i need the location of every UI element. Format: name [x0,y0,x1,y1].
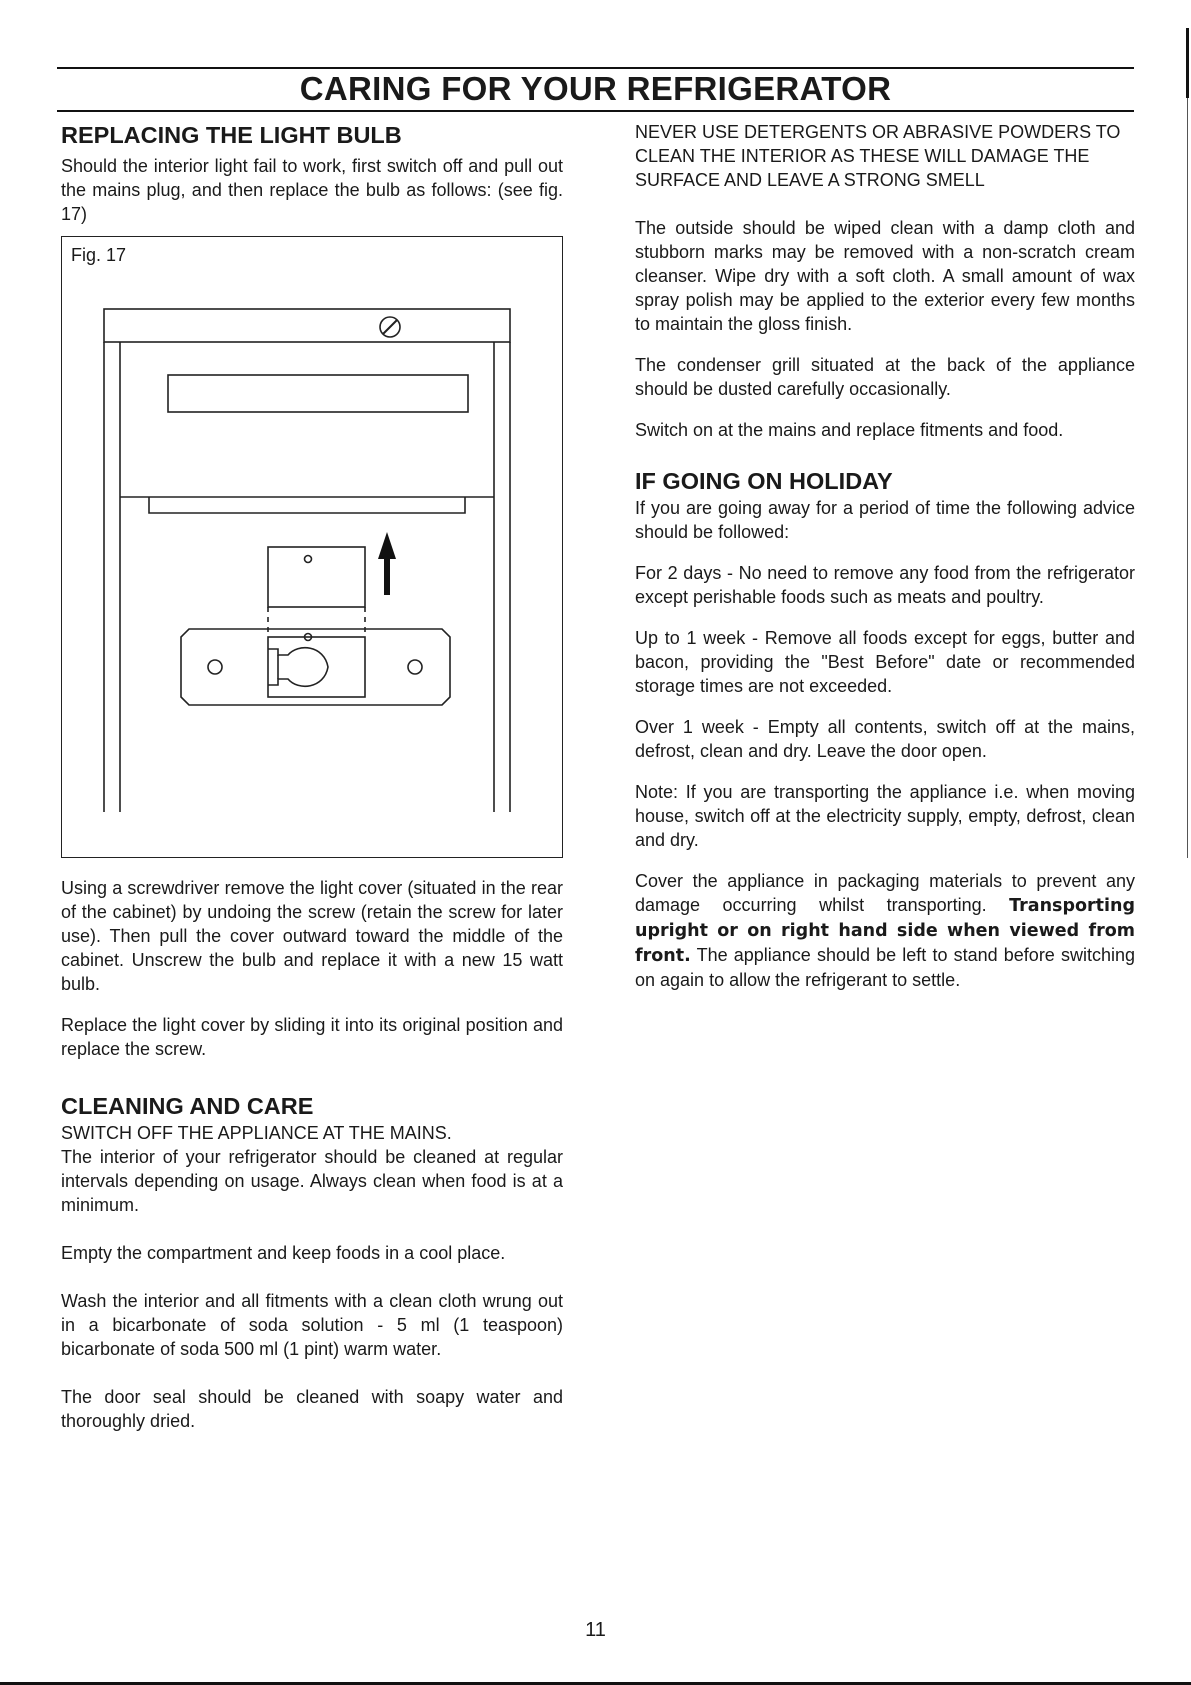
right-column [635,120,1135,992]
left-column [61,120,563,1433]
light-bulb-step-2: Replace the light cover by sliding it into its original position and replace the screw. [61,1015,563,1059]
cleaning-p4: The door seal should be cleaned with soapy water and thoroughly dried. [61,1387,563,1431]
bulb-outline [268,648,328,687]
scan-edge-line [1187,98,1188,858]
page-number: 11 [585,1619,606,1641]
light-cover-diagram [62,237,562,857]
holiday-transport-note: Note: If you are transporting the appliance i.e. when moving house, switch off at the electricity supply, empty, defrost, clean and dry. [635,782,1135,850]
switch-on-note: Switch on at the mains and replace fitments and food. [635,420,1064,440]
holiday-over-1-week: Over 1 week - Empty all contents, switch off at the mains, defrost, clean and dry. Leave the door open. [635,717,1135,761]
shelf-lip [149,497,465,513]
screw-slot [383,320,397,334]
figure-17 [61,236,563,858]
figure-label: Fig. 17 [71,245,127,265]
control-panel-slot [168,375,468,412]
detergent-warning: NEVER USE DETERGENTS OR ABRASIVE POWDERS TO CLEAN THE INTERIOR AS THESE WILL DAMAGE THE SURFACE AND LEAVE A STRONG SMELL [635,122,1121,190]
section-heading-cleaning: CLEANING AND CARE [61,1093,314,1119]
header-bottom-rule [57,110,1134,112]
page-title: CARING FOR YOUR REFRIGERATOR [299,70,892,107]
housing-hole-right [408,660,422,674]
arrow-up-icon [378,532,396,595]
cleaning-p1: The interior of your refrigerator should be cleaned at regular intervals depending on usage. Always clean when food is at a minimum. [61,1147,563,1215]
packaging-text-end: The appliance should be left to stand before switching on again to allow the refrigerant to settle. [635,945,1135,990]
holiday-intro: If you are going away for a period of time the following advice should be followed: [635,498,1135,542]
condenser-grill: The condenser grill situated at the back of the appliance should be dusted carefully occasionally. [635,355,1135,399]
section-heading-light-bulb: REPLACING THE LIGHT BULB [61,122,402,148]
cover-screw-hole [305,556,312,563]
cleaning-p3: Wash the interior and all fitments with a clean cloth wrung out in a bicarbonate of soda solution - 5 ml (1 teaspoon) bicarbonate of soda 500 ml (1 pint) warm water. [61,1291,563,1359]
outside-cleaning: The outside should be wiped clean with a damp cloth and stubborn marks may be removed with a non-scratch cream cleanser. Wipe dry with a soft cloth. A small amount of wax spray polish may be applied to the exterior every few months to maintain the gloss finish. [635,218,1135,334]
packaging-text-start: Cover the appliance in packaging materials to prevent any damage occurring whilst transporting. [635,871,1135,915]
transport-orientation-warning: Transporting upright or on right hand side when viewed from front. [635,896,1135,966]
cleaning-switch-off: SWITCH OFF THE APPLIANCE AT THE MAINS. [61,1123,452,1143]
housing-hole-left [208,660,222,674]
light-cover [268,547,365,607]
section-heading-holiday: IF GOING ON HOLIDAY [635,468,893,494]
light-bulb-intro: Should the interior light fail to work, first switch off and pull out the mains plug, and then replace the bulb as follows: (see fig. 17) [61,156,563,224]
bulb-window [268,637,365,697]
holiday-2-days: For 2 days - No need to remove any food from the refrigerator except perishable foods such as meats and poultry. [635,563,1135,607]
cabinet-top-panel [104,309,510,342]
holiday-packaging [635,869,1135,992]
holiday-1-week: Up to 1 week - Remove all foods except for eggs, butter and bacon, providing the "Best Before" date or recommended storage times are not exceeded. [635,628,1135,696]
cleaning-p2: Empty the compartment and keep foods in a cool place. [61,1243,506,1263]
light-bulb-step-1: Using a screwdriver remove the light cover (situated in the rear of the cabinet) by undoing the screw (retain the screw for later use). Then pull the cover outward toward the middle of the cabinet. Unscrew the bulb and replace it with a new 15 watt bulb. [61,878,563,994]
